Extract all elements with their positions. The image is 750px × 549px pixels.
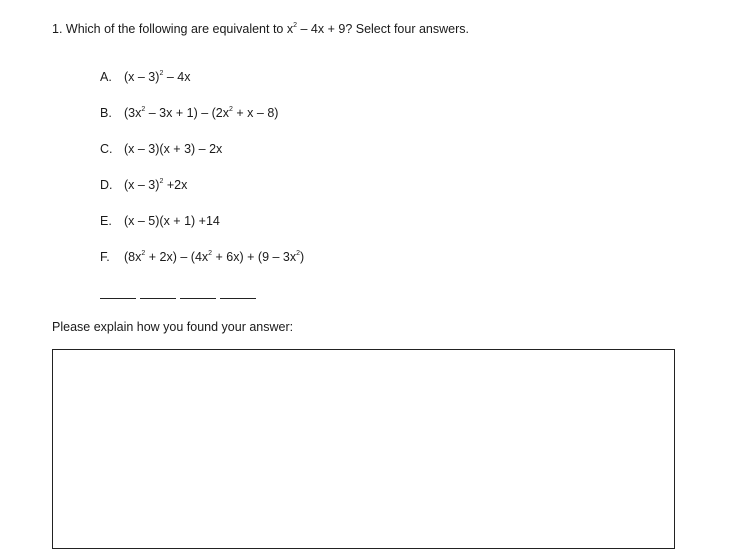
answer-blank[interactable]	[140, 288, 176, 299]
exponent: 2	[159, 178, 164, 185]
exponent: 2	[296, 250, 301, 257]
exponent: 2	[141, 250, 146, 257]
question-text	[52, 22, 469, 36]
choice-letter: B.	[100, 106, 112, 120]
choice-expression: (x – 3)(x + 3) – 2x	[124, 142, 223, 156]
choice-expression: $(3x^2 - 3x + 1) - (2x^2 + x - 8)$	[124, 106, 279, 120]
exponent: 2	[141, 106, 146, 113]
explain-prompt: Please explain how you found your answer:	[52, 320, 294, 334]
explanation-box[interactable]	[52, 349, 675, 549]
question-superscript: 2	[293, 22, 298, 29]
question-text-end: – 4x + 9? Select four answers.	[297, 22, 469, 36]
answer-choice	[100, 214, 304, 250]
answer-choice	[100, 106, 304, 142]
choice-letter: F.	[100, 250, 110, 264]
question-text-start: 1. Which of the following are equivalent to x	[52, 22, 294, 36]
answer-choices	[100, 70, 304, 286]
exponent: 2	[229, 106, 233, 113]
choice-letter: D.	[100, 178, 113, 192]
exponent: 2	[208, 250, 213, 257]
choice-letter: E.	[100, 214, 112, 228]
answer-blanks	[100, 288, 256, 299]
choice-letter: C.	[100, 142, 113, 156]
choice-expression: $(8x^2 + 2x) - (4x^2 + 6x) + (9 - 3x^2)$	[124, 250, 305, 264]
choice-expression: (x – 3)$^2$ – 4x	[124, 70, 191, 84]
answer-blank[interactable]	[220, 288, 256, 299]
exponent: 2	[159, 70, 164, 77]
answer-choice	[100, 70, 304, 106]
answer-choice	[100, 178, 304, 214]
choice-expression: (x – 5)(x + 1) +14	[124, 214, 220, 228]
answer-blank[interactable]	[180, 288, 216, 299]
choice-letter: A.	[100, 70, 112, 84]
answer-choice	[100, 142, 304, 178]
answer-blank[interactable]	[100, 288, 136, 299]
choice-expression: (x – 3)$^2$ +2x	[124, 178, 188, 192]
answer-choice	[100, 250, 304, 286]
